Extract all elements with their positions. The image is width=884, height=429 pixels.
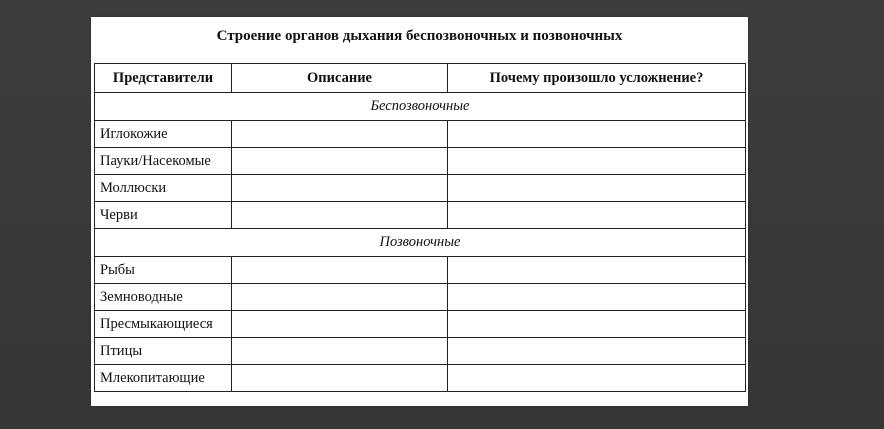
document-page xyxy=(91,17,748,406)
table-row xyxy=(95,202,746,229)
representative-cell: Земноводные xyxy=(95,284,232,311)
table-row xyxy=(95,365,746,392)
table-row xyxy=(95,311,746,338)
respiratory-organs-table xyxy=(94,63,746,392)
description-cell xyxy=(232,284,448,311)
section-row xyxy=(95,93,746,121)
representative-cell: Иглокожие xyxy=(95,121,232,148)
document-title: Строение органов дыхания беспозвоночных и позвоночных xyxy=(216,28,623,44)
reason-cell xyxy=(448,284,746,311)
reason-cell xyxy=(448,338,746,365)
description-cell xyxy=(232,257,448,284)
representative-cell: Моллюски xyxy=(95,175,232,202)
table-row xyxy=(95,284,746,311)
representative-cell: Пресмыкающиеся xyxy=(95,311,232,338)
reason-cell xyxy=(448,202,746,229)
representative-cell: Черви xyxy=(95,202,232,229)
description-cell xyxy=(232,121,448,148)
reason-cell xyxy=(448,175,746,202)
description-cell xyxy=(232,311,448,338)
table-header-row xyxy=(95,64,746,93)
description-cell xyxy=(232,175,448,202)
section-row xyxy=(95,229,746,257)
table-row xyxy=(95,175,746,202)
description-cell xyxy=(232,202,448,229)
reason-cell xyxy=(448,311,746,338)
section-label-vertebrates: Позвоночные xyxy=(95,229,746,257)
reason-cell xyxy=(448,365,746,392)
description-cell xyxy=(232,338,448,365)
representative-cell: Рыбы xyxy=(95,257,232,284)
reason-cell xyxy=(448,148,746,175)
section-label-invertebrates: Беспозвоночные xyxy=(95,93,746,121)
representative-cell: Пауки/Насекомые xyxy=(95,148,232,175)
table-row xyxy=(95,148,746,175)
table-row xyxy=(95,121,746,148)
reason-cell xyxy=(448,257,746,284)
column-header-representatives: Представители xyxy=(95,64,232,93)
table-row xyxy=(95,338,746,365)
column-header-why-complexity: Почему произошло усложнение? xyxy=(448,64,746,93)
reason-cell xyxy=(448,121,746,148)
representative-cell: Птицы xyxy=(95,338,232,365)
description-cell xyxy=(232,365,448,392)
table-row xyxy=(95,257,746,284)
representative-cell: Млекопитающие xyxy=(95,365,232,392)
description-cell xyxy=(232,148,448,175)
column-header-description: Описание xyxy=(232,64,448,93)
